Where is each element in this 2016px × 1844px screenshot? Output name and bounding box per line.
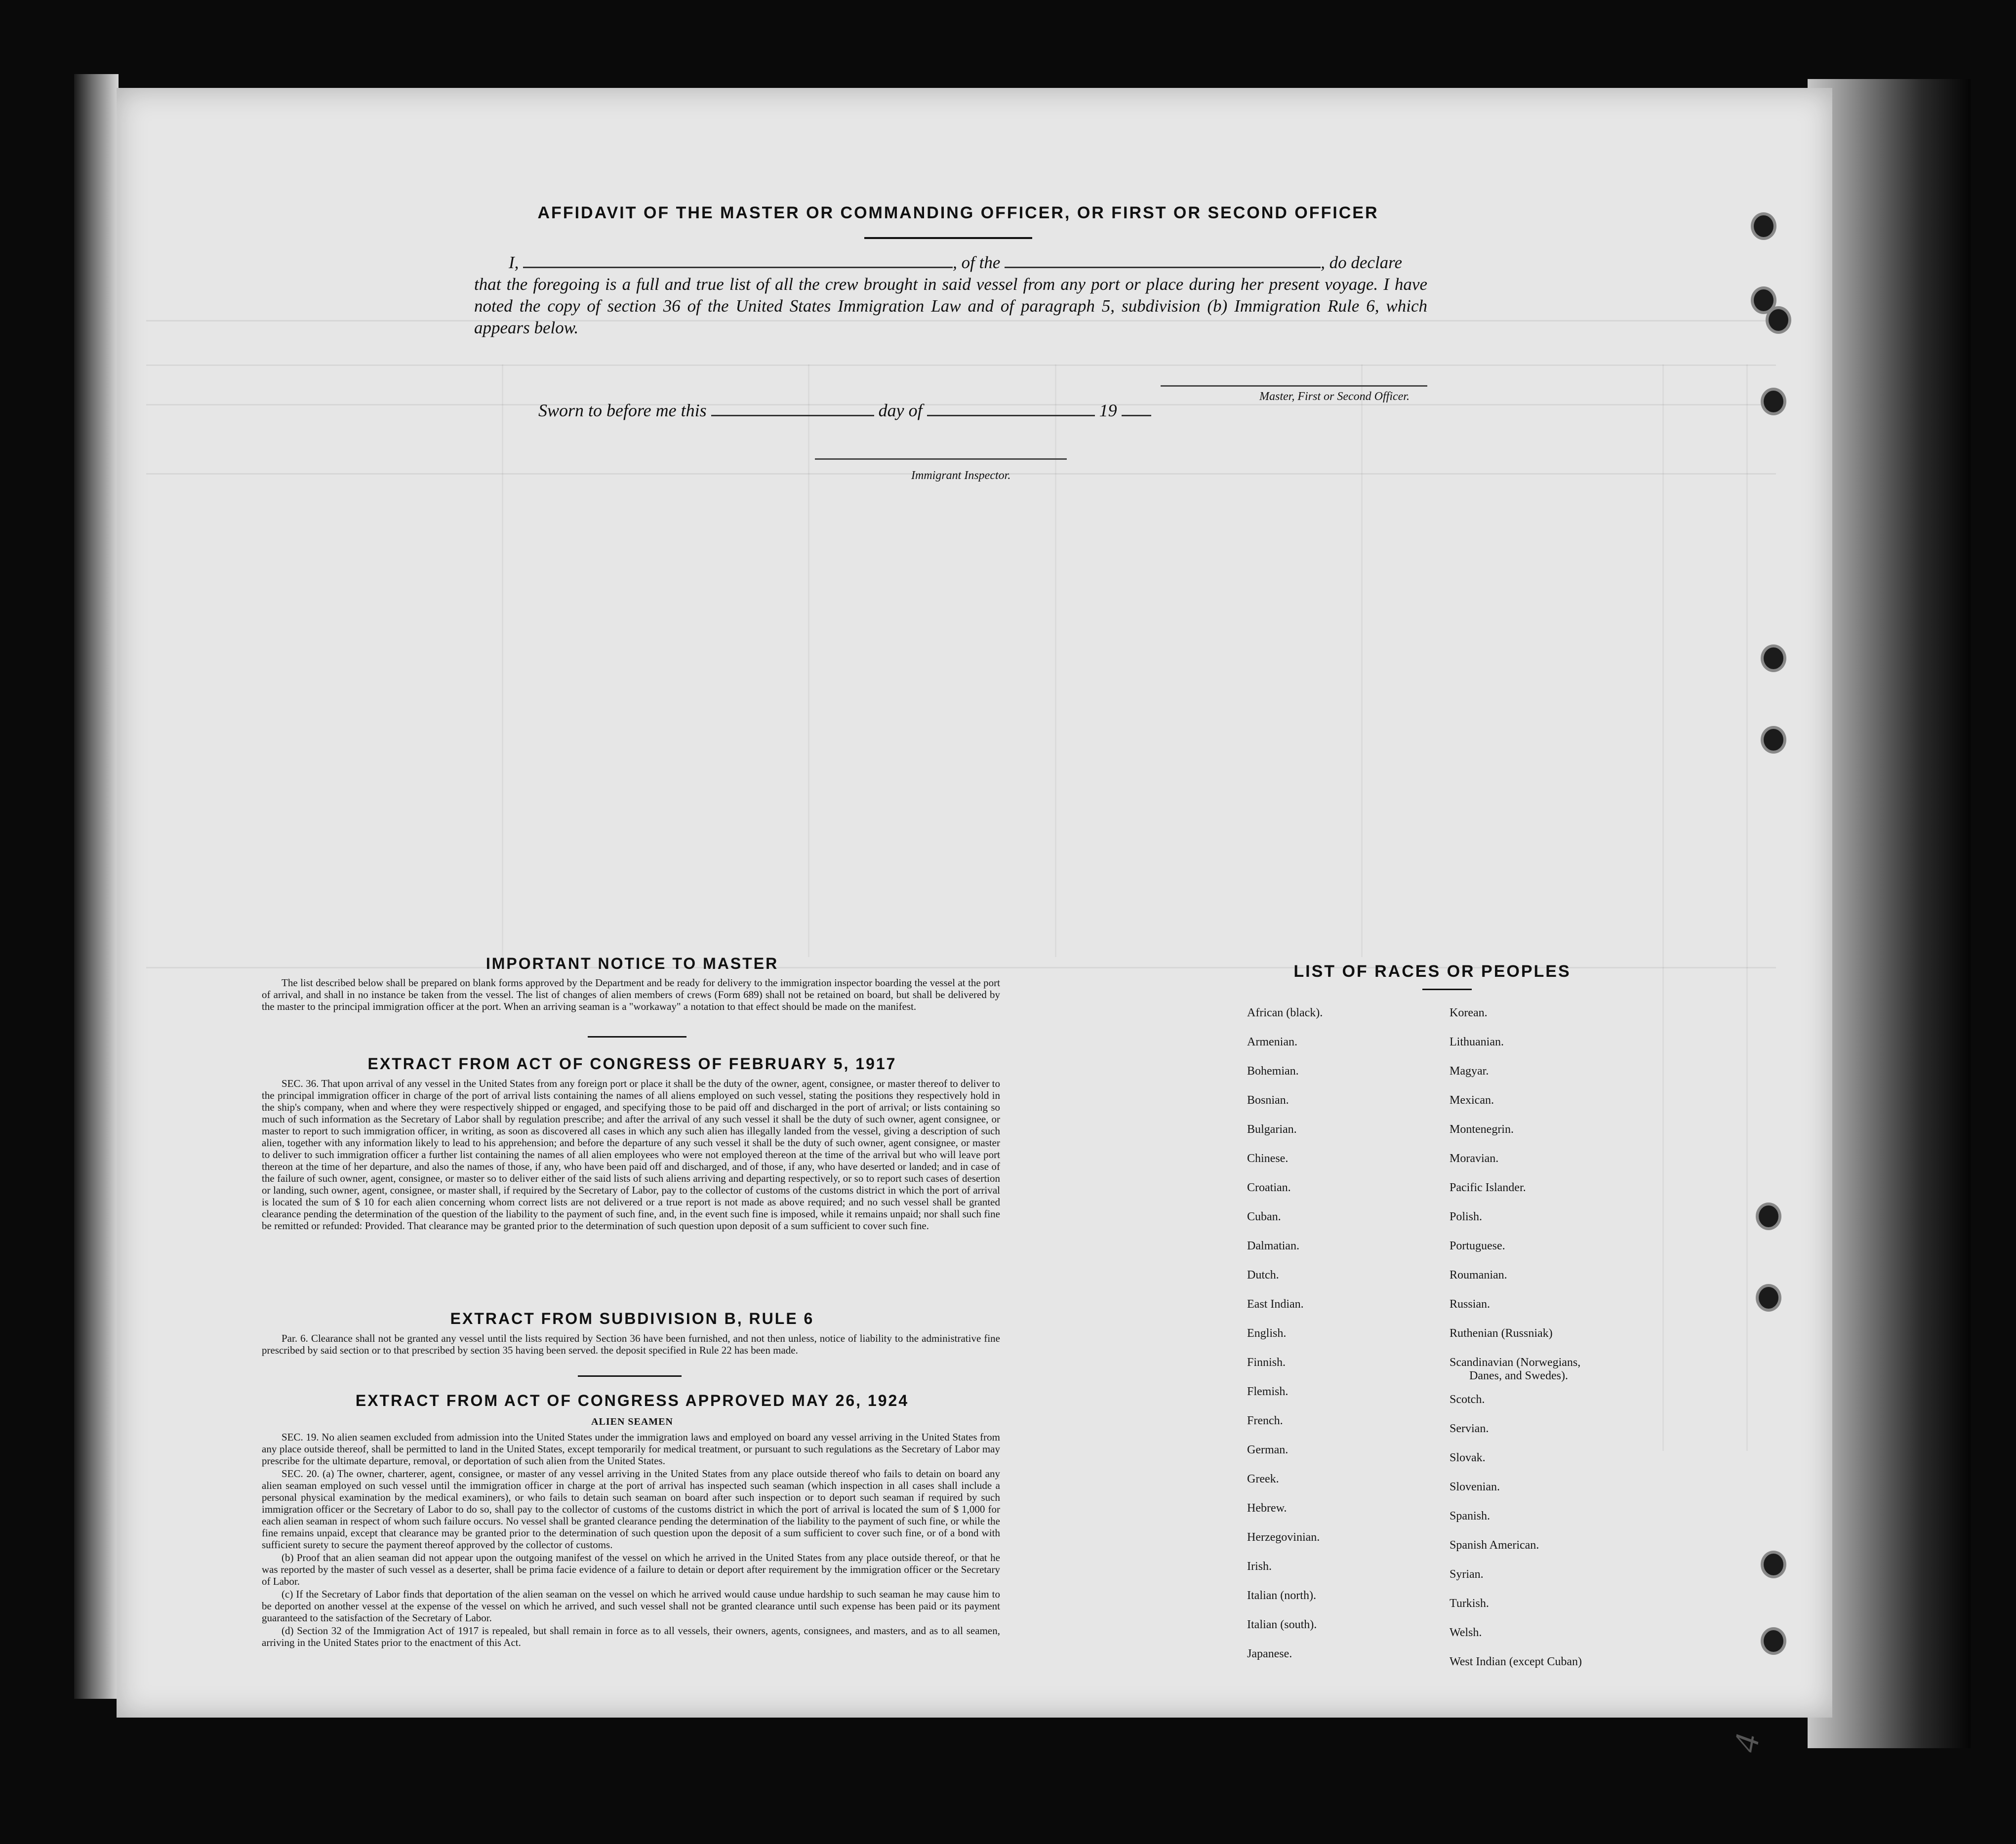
inspector-signature-line[interactable] [815,458,1067,460]
race-item: Cuban. [1247,1210,1281,1223]
race-item: Korean. [1450,1006,1488,1019]
races-right-column [1450,999,1582,1677]
races-left-column [1247,999,1323,1669]
race-item: Mexican. [1450,1094,1494,1107]
race-item: Roumanian. [1450,1269,1507,1282]
sworn-label: Sworn to before me this [538,401,707,420]
day-of-label: day of [878,401,923,420]
race-item: Finnish. [1247,1356,1286,1369]
race-item: Magyar. [1450,1065,1489,1078]
race-item: Ruthenian (Russniak) [1450,1327,1553,1340]
race-item: Scandinavian (Norwegians, [1450,1356,1581,1369]
do-declare-label: , do declare [1321,253,1403,272]
race-item: Spanish. [1450,1510,1491,1523]
race-item: Slovenian. [1450,1481,1500,1493]
race-item: Dalmatian. [1247,1240,1299,1252]
of-the-label: , of the [953,253,1001,272]
sec-20b-paragraph: (b) Proof that an alien seaman did not appear upon the outgoing manifest of the vessel on which he arrived in the United States from any place outside thereof, or that he was reported by the master of such vessel as a deserter, shall be prima facie evidence of a failure to detain or deport after requirement by the immigration officer or the Secretary of Labor. [262,1552,1000,1587]
sec-20d-paragraph: (d) Section 32 of the Immigration Act of 1917 is repealed, but shall remain in force as to all vessels, their owners, agents, consignees, and masters, and as to all seamen, arriving in the United States prior to the enactment of this Act. [262,1625,1000,1648]
race-item: Montenegrin. [1450,1123,1514,1136]
notice-rule [588,1036,686,1038]
race-item: Irish. [1247,1560,1272,1573]
inspector-signature-label: Immigrant Inspector. [911,469,1011,482]
binding-edge [74,74,119,1699]
declaration-line [474,252,1427,274]
race-item: Chinese. [1247,1152,1289,1165]
race-item: Moravian. [1450,1152,1499,1165]
master-signature-label: Master, First or Second Officer. [1259,390,1410,403]
declarant-name-field[interactable] [523,267,953,268]
race-item: Pacific Islander. [1450,1181,1526,1194]
race-item: Scotch. [1450,1393,1485,1406]
race-item: Bosnian. [1247,1094,1289,1107]
extract-rule6-text: Par. 6. Clearance shall not be granted any vessel until the lists required by Section 36 have been furnished, and not then unless, notice of liability to the administrative fine prescribed by said section or to that prescribed by section 35 having been served. the deposit specified in Rule 22 has been made. [262,1332,1000,1356]
sworn-month-field[interactable] [927,415,1095,416]
race-item: Bulgarian. [1247,1123,1297,1136]
sworn-day-field[interactable] [711,415,874,416]
affidavit-statement [474,252,1427,339]
race-item: Japanese. [1247,1647,1292,1660]
race-item: Dutch. [1247,1269,1279,1282]
punch-hole [1756,1284,1781,1312]
extract-1917-text: SEC. 36. That upon arrival of any vessel in the United States from any foreign port or place it shall be the duty of the owner, agent, consignee, or master thereof to deliver to the principal immigration officer in charge of the port of arrival lists containing the names of all aliens employed on such vessel, stating the positions they respectively hold in the ship's company, when and where they were respectively shipped or engaged, and specifying those to be paid off and discharged in the port of arrival; or lists containing so much of such information as the Secretary of Labor shall by regulation prescribe; and after the arrival of any such vessel it shall be the duty of such owner, agent consignee, or master to report to such immigration officer, in writing, as soon as discovered all cases in which any such alien has illegally landed from the vessel, giving a description of such alien, together with any information likely to lead to his apprehension; and before the departure of any such vessel it shall be the duty of such owner, agent consignee, or master to deliver to such immigration officer a further list containing the names of all alien employees who were not employed thereon at the time of the arrival but who will leave port thereon at the time of her departure, and also the names of those, if any, who have been paid off and discharged, and of those, if any, who have deserted or landed; and in case of the failure of such owner, agent, consignee, or master so to deliver either of the said lists of such aliens arriving and departing respectively, or so to report such cases of desertion or landing, such owner, agent, consignee, or master shall, if required by the Secretary of Labor, pay to the collector of customs of the customs district in which the port of arrival is located the sum of $ 10 for each alien concerning whom correct lists are not delivered or a true report is not made as above required; and no such vessel shall be granted clearance pending the determination of the question of the liability to the payment of such fine, and, in the event such fine is imposed, while it remains unpaid; nor shall such fine be remitted or refunded: Provided. That clearance may be granted prior to the determination of such question upon deposit of a sum sufficient to cover such fine. [262,1078,1000,1232]
race-item: Herzegovinian. [1247,1531,1320,1544]
punch-hole [1761,1551,1786,1578]
punch-hole [1751,212,1776,240]
sec-19-paragraph: SEC. 19. No alien seamen excluded from admission into the United States under the immigration laws and employed on board any vessel arriving in the United States from any place outside thereof, shall be permitted to land in the United States, except temporarily for medical treatment, or pursuant to such regulations as the Secretary of Labor may prescribe for the ultimate departure, removal, or deportation of such alien from the United States. [262,1431,1000,1467]
extract-1924-title: EXTRACT FROM ACT OF CONGRESS APPROVED MAY 26, 1924 [355,1392,909,1409]
race-item: African (black). [1247,1006,1323,1019]
race-item: West Indian (except Cuban) [1450,1655,1582,1668]
sec-20c-paragraph: (c) If the Secretary of Labor finds that deportation of the alien seaman on the vessel on which he arrived would cause undue hardship to such seaman he may cause him to be deported on another vessel at the expense of the vessel on which he arrived, and such vessel shall not be granted clearance until such expense has been paid or its payment guaranteed to the satisfaction of the Secretary of Labor. [262,1588,1000,1624]
extract-rule6-title: EXTRACT FROM SUBDIVISION B, RULE 6 [450,1310,814,1327]
race-item: Russian. [1450,1298,1491,1311]
race-item: Servian. [1450,1422,1489,1435]
page-number-mark: 4 [1727,1731,1767,1755]
sec-20a-paragraph: SEC. 20. (a) The owner, charterer, agent, consignee, or master of any vessel arriving in the United States from any place outside thereof who fails to detain on board any alien seaman employed on such vessel until the immigration officer in charge at the port of arrival has inspected such seaman (which inspection in all cases shall include a personal physical examination by the medical examiners), or who fails to detain such seaman on board after such inspection or to deport such seaman if required by such immigration officer or the Secretary of Labor to do so, shall pay to the collector of customs of the customs district in which the port of arrival is located the sum of $ 1,000 for each alien seaman in respect of whom such failure occurs. No vessel shall be granted clearance pending the determination of the liability to the payment of such fine, or while the fine remains unpaid, except that clearance may be granted prior to the determination of such question upon the deposit of a sum sufficient to cover such fine, or of a bond with sufficient surety to secure the payment thereof approved by the collector of customs. [262,1468,1000,1551]
race-item: German. [1247,1443,1289,1456]
punch-hole [1761,388,1786,415]
race-item: Italian (south). [1247,1618,1317,1631]
punch-hole [1761,726,1786,754]
race-item: East Indian. [1247,1298,1304,1311]
race-item: Syrian. [1450,1568,1484,1581]
year-label: 19 [1099,401,1117,420]
rule6-rule [578,1375,682,1377]
race-item: Slovak. [1450,1451,1486,1464]
race-item: Bohemian. [1247,1065,1299,1078]
race-item: Hebrew. [1247,1502,1287,1515]
extract-1924-text [262,1431,1000,1649]
race-item: Portuguese. [1450,1240,1505,1252]
race-item: Spanish American. [1450,1539,1539,1552]
title-rule [864,237,1032,239]
races-title: LIST OF RACES OR PEOPLES [1293,962,1571,981]
races-rule [1422,989,1472,990]
race-item: Welsh. [1450,1626,1482,1639]
sworn-line [538,400,1200,421]
extract-1924-subtitle: ALIEN SEAMEN [591,1416,673,1427]
race-item: Flemish. [1247,1385,1289,1398]
race-item: Croatian. [1247,1181,1291,1194]
declarant-label: I, [509,253,519,272]
affidavit-title: AFFIDAVIT OF THE MASTER OR COMMANDING OFFICER, OR FIRST OR SECOND OFFICER [537,203,1379,222]
race-item: Lithuanian. [1450,1036,1504,1048]
race-item: Armenian. [1247,1036,1297,1048]
vessel-name-field[interactable] [1005,267,1321,268]
affidavit-body: that the foregoing is a full and true list of all the crew brought in said vessel from any port or place during her present voyage. I have noted the copy of section 36 of the United States Immigration Law and of paragraph 5, subdivision (b) Immigration Rule 6, which appears below. [474,275,1427,337]
punch-hole [1761,644,1786,672]
punch-hole [1756,1203,1781,1230]
race-item: Danes, and Swedes). [1469,1369,1568,1382]
master-signature-line[interactable] [1161,385,1427,387]
notice-title: IMPORTANT NOTICE TO MASTER [485,955,779,972]
punch-hole [1761,1627,1786,1655]
race-item: Italian (north). [1247,1589,1316,1602]
race-item: Polish. [1450,1210,1483,1223]
sworn-year-field[interactable] [1122,415,1151,416]
notice-text: The list described below shall be prepared on blank forms approved by the Department and be ready for delivery to the immigration inspector boarding the vessel at the port of arrival, and shall in no instance be taken from the vessel. The list of changes of alien members of crews (Form 689) shall not be retained on board, but shall be delivered by the master to the principal immigration officer at the port. When an arriving seaman is a "workaway" a notation to that effect should be made on the manifest. [262,977,1000,1012]
race-item: Greek. [1247,1473,1279,1485]
race-item: French. [1247,1414,1283,1427]
race-item: Turkish. [1450,1597,1489,1610]
race-item: English. [1247,1327,1287,1340]
punch-hole [1766,306,1791,334]
extract-1917-title: EXTRACT FROM ACT OF CONGRESS OF FEBRUARY 5, 1917 [367,1055,897,1073]
